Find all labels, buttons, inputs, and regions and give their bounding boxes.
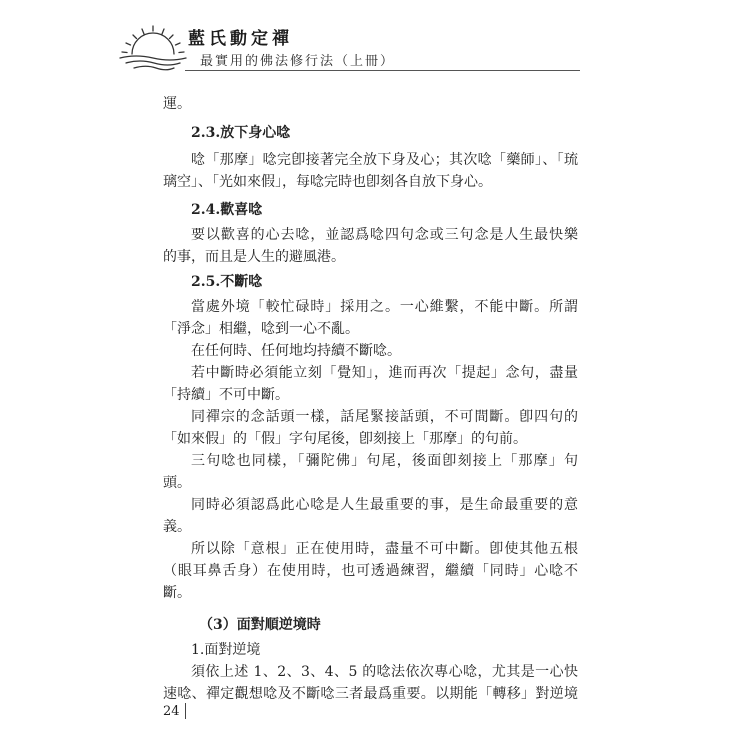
- text-line: 「如來假」的「假」字句尾後，卽刻接上「那摩」的句前。: [163, 431, 527, 447]
- text-line: 三句唸也同樣，「彌陀佛」句尾，後面卽刻接上「那摩」句: [191, 453, 578, 469]
- page-number: 24: [163, 704, 180, 719]
- text-line: 若中斷時必須能立刻「覺知」，進而再次「提起」念句，盡量: [191, 365, 578, 381]
- text-line: 的事，而且是人生的避風港。: [163, 249, 345, 265]
- text-line: 所以除「意根」正在使用時，盡量不可中斷。卽使其他五根: [191, 541, 578, 557]
- text-line: 當處外境「較忙碌時」採用之。一心維繫，不能中斷。所謂: [191, 299, 578, 315]
- book-title: 藍氏動定禪: [188, 29, 293, 49]
- book-subtitle: 最實用的佛法修行法（上冊）: [200, 54, 396, 69]
- header-divider: [185, 70, 580, 71]
- section-heading: 2.4.歡喜唸: [191, 202, 263, 218]
- subsection-heading: （3）面對順逆境時: [199, 617, 321, 633]
- text-line: 「淨念」相繼，唸到一心不亂。: [163, 321, 359, 337]
- text-line: 須依上述 1、2、3、4、5 的唸法依次專心唸，尤其是一心快: [191, 664, 578, 680]
- text-line: 斷。: [163, 585, 191, 601]
- text-line: 同禪宗的念話頭一樣，話尾緊接話頭，不可間斷。卽四句的: [191, 409, 578, 425]
- text-line: 唸「那摩」唸完卽接著完全放下身及心；其次唸「藥師」、「琉: [191, 152, 578, 168]
- section-heading: 2.3.放下身心唸: [191, 125, 291, 141]
- text-line: 頭。: [163, 475, 191, 491]
- text-line: 運。: [163, 96, 191, 112]
- text-line: 速唸、禪定觀想唸及不斷唸三者最爲重要。以期能「轉移」對逆境: [163, 686, 578, 702]
- text-line: 璃空」、「光如來假」，每唸完時也卽刻各自放下身心。: [163, 174, 492, 190]
- page-number-divider: [185, 703, 186, 719]
- text-line: 在任何時、任何地均持續不斷唸。: [191, 343, 401, 359]
- text-line: 義。: [163, 519, 191, 535]
- text-line: 「持續」不可中斷。: [163, 387, 289, 403]
- section-heading: 2.5.不斷唸: [191, 274, 263, 290]
- text-line: 同時必須認爲此心唸是人生最重要的事，是生命最重要的意: [191, 497, 578, 513]
- text-line: （眼耳鼻舌身）在使用時，也可透過練習，繼續「同時」心唸不: [163, 563, 578, 579]
- sub-heading: 1.面對逆境: [191, 642, 261, 658]
- text-line: 要以歡喜的心去唸，並認爲唸四句念或三句念是人生最快樂: [191, 227, 578, 243]
- sunrise-logo-icon: [118, 22, 188, 74]
